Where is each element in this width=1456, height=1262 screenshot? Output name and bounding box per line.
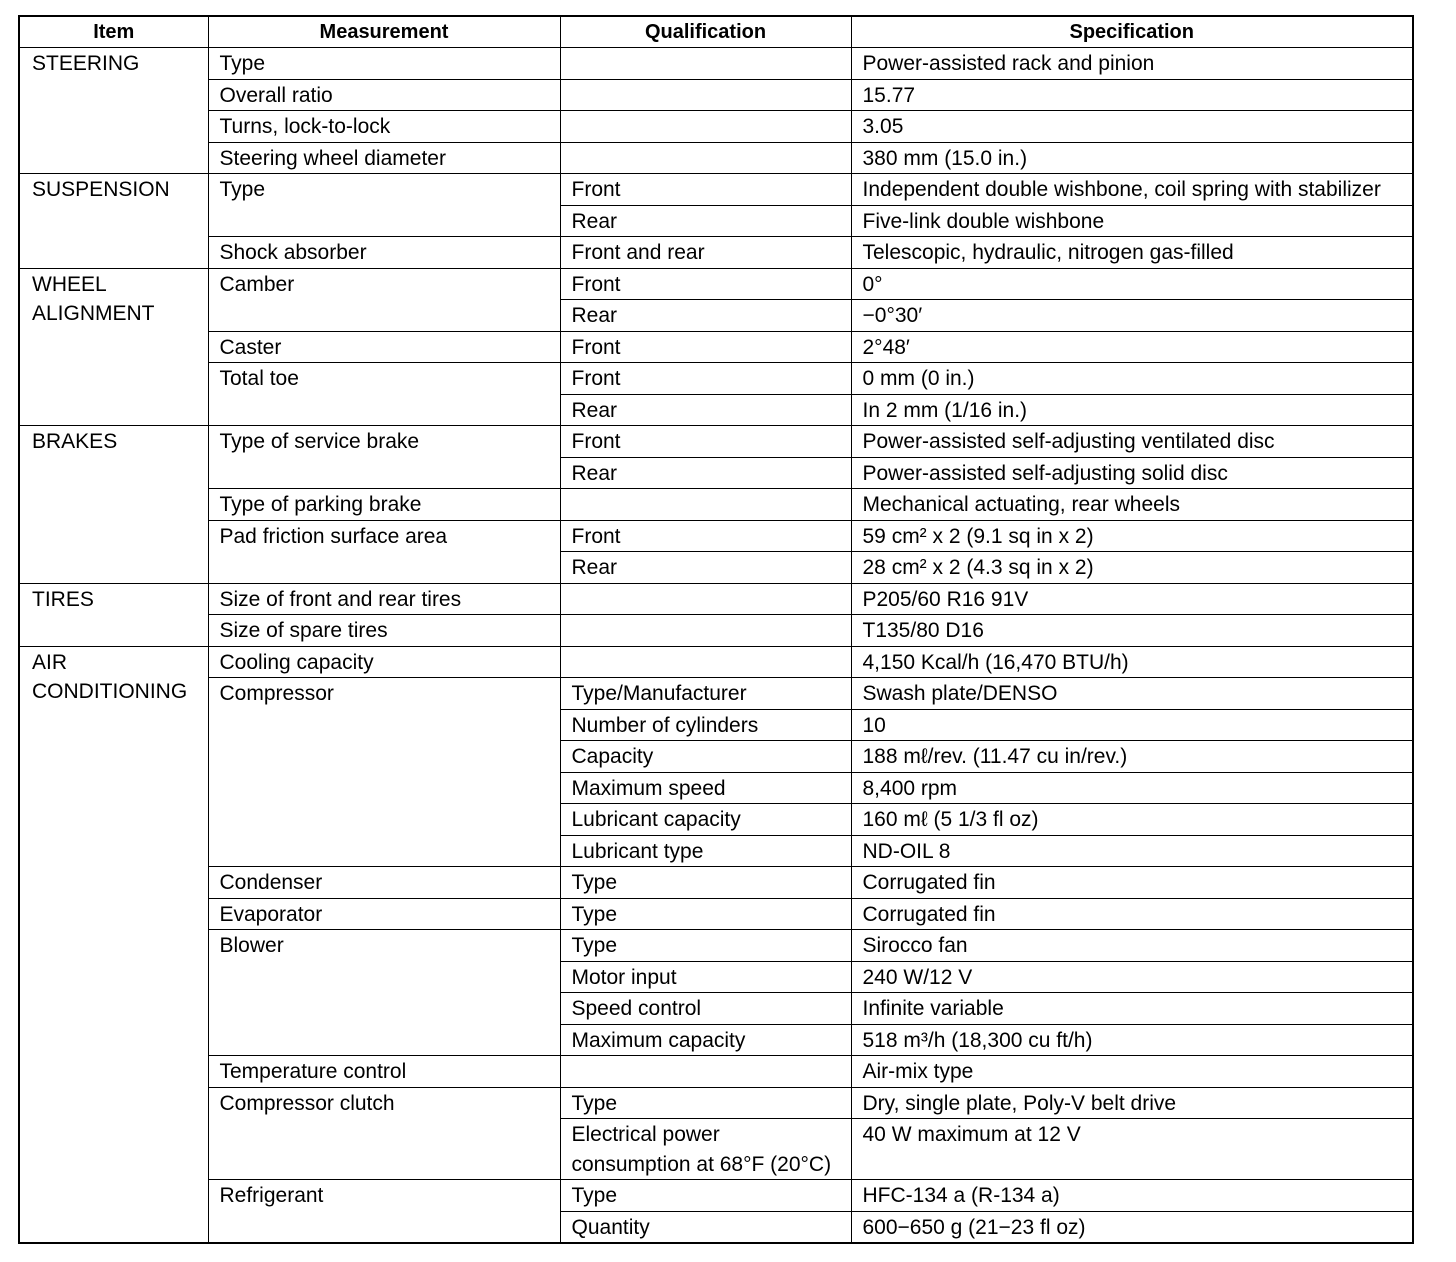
table-row [19, 174, 1413, 206]
measurement-cell: Caster [208, 331, 560, 363]
qualification-cell [560, 79, 851, 111]
specification-cell: HFC-134 a (R-134 a) [851, 1180, 1413, 1212]
header-row [19, 16, 1413, 48]
table-row [19, 363, 1413, 395]
qualification-cell: Maximum speed [560, 772, 851, 804]
qualification-cell: Type [560, 1087, 851, 1119]
table-row [19, 426, 1413, 458]
measurement-cell: Type [208, 48, 560, 80]
table-row [19, 489, 1413, 521]
table-row [19, 520, 1413, 552]
specification-cell: 4,150 Kcal/h (16,470 BTU/h) [851, 646, 1413, 678]
table-row [19, 111, 1413, 143]
measurement-cell: Compressor clutch [208, 1087, 560, 1180]
table-body [19, 48, 1413, 1244]
specification-cell: P205/60 R16 91V [851, 583, 1413, 615]
specification-cell: 28 cm² x 2 (4.3 sq in x 2) [851, 552, 1413, 584]
table-row [19, 1056, 1413, 1088]
qualification-cell: Rear [560, 300, 851, 332]
specification-cell: 0 mm (0 in.) [851, 363, 1413, 395]
qualification-cell [560, 48, 851, 80]
table-row [19, 331, 1413, 363]
specification-cell: 40 W maximum at 12 V [851, 1119, 1413, 1180]
specification-cell: Air-mix type [851, 1056, 1413, 1088]
specification-cell: Independent double wishbone, coil spring with stabilizer [851, 174, 1413, 206]
qualification-cell: Front [560, 363, 851, 395]
measurement-cell: Blower [208, 930, 560, 1056]
qualification-cell [560, 142, 851, 174]
measurement-cell: Condenser [208, 867, 560, 899]
qualification-cell [560, 111, 851, 143]
table-row [19, 678, 1413, 710]
qualification-cell: Front [560, 426, 851, 458]
measurement-cell: Total toe [208, 363, 560, 426]
qualification-cell: Front [560, 331, 851, 363]
specification-cell: 2°48′ [851, 331, 1413, 363]
specification-cell: Telescopic, hydraulic, nitrogen gas-filled [851, 237, 1413, 269]
table-row [19, 930, 1413, 962]
table-row [19, 1180, 1413, 1212]
qualification-cell: Type/Manufacturer [560, 678, 851, 710]
qualification-cell: Lubricant capacity [560, 804, 851, 836]
measurement-cell: Evaporator [208, 898, 560, 930]
item-cell: AIR CONDITIONING [19, 646, 208, 1243]
table-row [19, 867, 1413, 899]
specification-cell: 0° [851, 268, 1413, 300]
specification-cell: 518 m³/h (18,300 cu ft/h) [851, 1024, 1413, 1056]
specification-cell: Swash plate/DENSO [851, 678, 1413, 710]
specification-cell: ND-OIL 8 [851, 835, 1413, 867]
measurement-cell: Shock absorber [208, 237, 560, 269]
specification-cell: 15.77 [851, 79, 1413, 111]
specification-cell: Corrugated fin [851, 867, 1413, 899]
measurement-cell: Type [208, 174, 560, 237]
specification-cell: Sirocco fan [851, 930, 1413, 962]
qualification-cell: Type [560, 1180, 851, 1212]
header-item: Item [19, 16, 208, 48]
qualification-cell: Front [560, 520, 851, 552]
specification-cell: 59 cm² x 2 (9.1 sq in x 2) [851, 520, 1413, 552]
spec-table [18, 15, 1414, 1244]
specification-cell: Mechanical actuating, rear wheels [851, 489, 1413, 521]
qualification-cell: Type [560, 898, 851, 930]
header-specification: Specification [851, 16, 1413, 48]
measurement-cell: Turns, lock-to-lock [208, 111, 560, 143]
table-row [19, 237, 1413, 269]
item-cell: SUSPENSION [19, 174, 208, 269]
qualification-cell [560, 489, 851, 521]
measurement-cell: Steering wheel diameter [208, 142, 560, 174]
specification-cell: Infinite variable [851, 993, 1413, 1025]
qualification-cell: Motor input [560, 961, 851, 993]
qualification-cell: Rear [560, 394, 851, 426]
measurement-cell: Type of parking brake [208, 489, 560, 521]
qualification-cell [560, 646, 851, 678]
header-qualification: Qualification [560, 16, 851, 48]
table-row [19, 142, 1413, 174]
specification-cell: Power-assisted self-adjusting ventilated disc [851, 426, 1413, 458]
specification-cell: T135/80 D16 [851, 615, 1413, 647]
item-cell: BRAKES [19, 426, 208, 584]
item-cell: STEERING [19, 48, 208, 174]
specification-cell: 8,400 rpm [851, 772, 1413, 804]
specification-cell: Corrugated fin [851, 898, 1413, 930]
header-measurement: Measurement [208, 16, 560, 48]
specification-cell: 3.05 [851, 111, 1413, 143]
specification-cell: 188 mℓ/rev. (11.47 cu in/rev.) [851, 741, 1413, 773]
qualification-cell [560, 1056, 851, 1088]
table-row [19, 646, 1413, 678]
measurement-cell: Camber [208, 268, 560, 331]
measurement-cell: Cooling capacity [208, 646, 560, 678]
qualification-cell: Speed control [560, 993, 851, 1025]
table-row [19, 268, 1413, 300]
specification-cell: In 2 mm (1/16 in.) [851, 394, 1413, 426]
specification-cell: Power-assisted rack and pinion [851, 48, 1413, 80]
qualification-cell: Type [560, 930, 851, 962]
specification-cell: Five-link double wishbone [851, 205, 1413, 237]
specification-cell: Power-assisted self-adjusting solid disc [851, 457, 1413, 489]
qualification-cell: Type [560, 867, 851, 899]
table-row [19, 1087, 1413, 1119]
table-header [19, 16, 1413, 48]
table-row [19, 79, 1413, 111]
specification-cell: 600−650 g (21−23 fl oz) [851, 1211, 1413, 1243]
qualification-cell: Front and rear [560, 237, 851, 269]
qualification-cell: Maximum capacity [560, 1024, 851, 1056]
qualification-cell [560, 583, 851, 615]
table-row [19, 583, 1413, 615]
measurement-cell: Temperature control [208, 1056, 560, 1088]
qualification-cell: Lubricant type [560, 835, 851, 867]
table-row [19, 48, 1413, 80]
item-cell: TIRES [19, 583, 208, 646]
table-row [19, 898, 1413, 930]
specification-cell: Dry, single plate, Poly-V belt drive [851, 1087, 1413, 1119]
qualification-cell: Front [560, 268, 851, 300]
specification-cell: 10 [851, 709, 1413, 741]
qualification-cell: Rear [560, 205, 851, 237]
qualification-cell: Capacity [560, 741, 851, 773]
measurement-cell: Overall ratio [208, 79, 560, 111]
qualification-cell: Rear [560, 552, 851, 584]
measurement-cell: Refrigerant [208, 1180, 560, 1244]
table-row [19, 615, 1413, 647]
specification-cell: −0°30′ [851, 300, 1413, 332]
item-cell: WHEEL ALIGNMENT [19, 268, 208, 426]
specification-cell: 240 W/12 V [851, 961, 1413, 993]
qualification-cell [560, 615, 851, 647]
measurement-cell: Size of spare tires [208, 615, 560, 647]
qualification-cell: Electrical power consumption at 68°F (20°C) [560, 1119, 851, 1180]
measurement-cell: Pad friction surface area [208, 520, 560, 583]
measurement-cell: Compressor [208, 678, 560, 867]
qualification-cell: Quantity [560, 1211, 851, 1243]
specification-cell: 380 mm (15.0 in.) [851, 142, 1413, 174]
measurement-cell: Size of front and rear tires [208, 583, 560, 615]
specification-cell: 160 mℓ (5 1/3 fl oz) [851, 804, 1413, 836]
measurement-cell: Type of service brake [208, 426, 560, 489]
qualification-cell: Front [560, 174, 851, 206]
qualification-cell: Rear [560, 457, 851, 489]
qualification-cell: Number of cylinders [560, 709, 851, 741]
